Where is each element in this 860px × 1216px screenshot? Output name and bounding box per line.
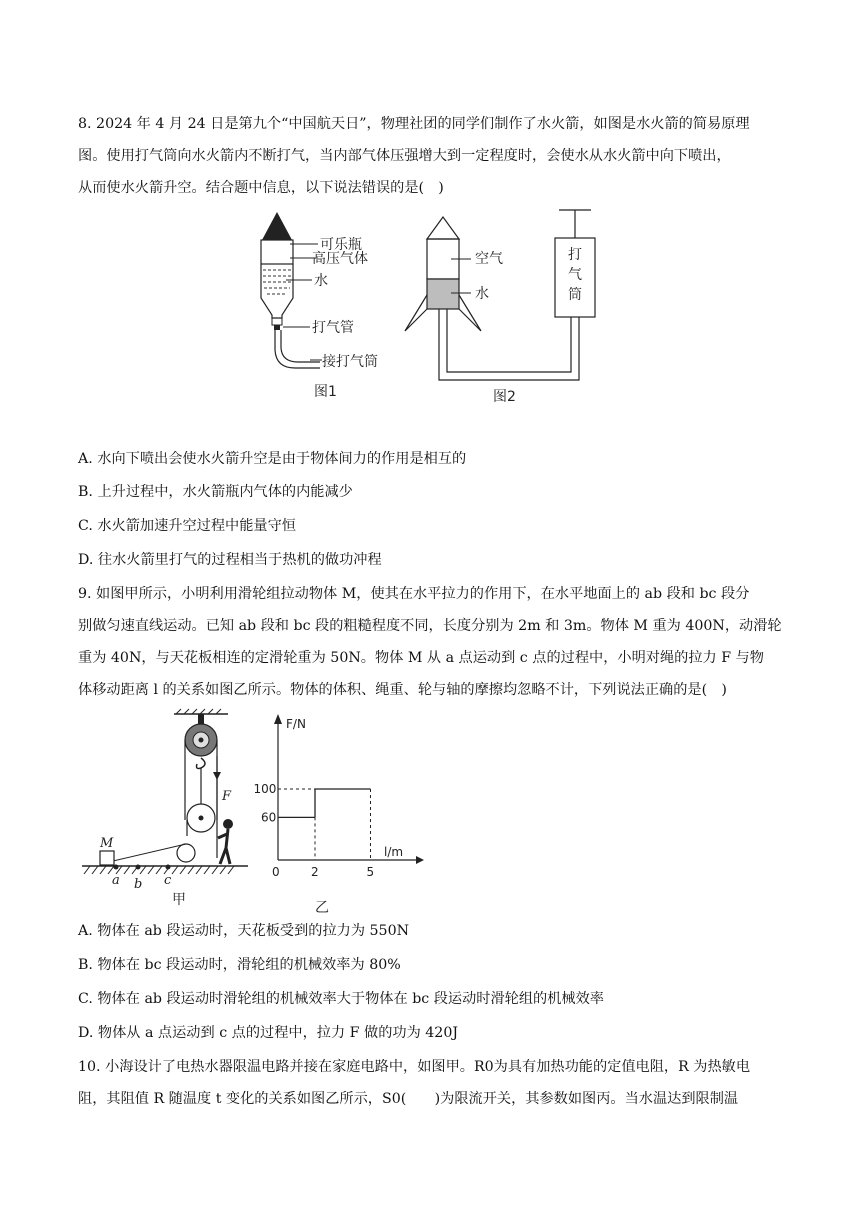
label-bottle: 可乐瓶 [320, 237, 362, 253]
q9-stem-line3: 重为 40N，与天花板相连的定滑轮重为 50N。物体 M 从 a 点运动到 c 点的过程中，小明对绳的拉力 F 与物 [78, 650, 764, 666]
q8-option-b: B. 上升过程中，水火箭瓶内气体的内能减少 [78, 484, 353, 500]
q9-chart-yi [253, 708, 428, 918]
q9-option-b: B. 物体在 bc 段运动时，滑轮组的机械效率为 80% [78, 957, 401, 973]
label-water: 水 [314, 273, 328, 289]
q8-figure-1 [250, 210, 400, 410]
x-tick-label-2: 2 [311, 865, 319, 879]
x-tick-label-5: 5 [366, 865, 375, 879]
pump-char-1: 打 [568, 247, 582, 263]
x-axis-label: l/m [384, 845, 404, 859]
y-axis-label: F/N [286, 717, 306, 731]
label-F: F [222, 789, 232, 804]
pump-char-2: 气 [568, 267, 582, 283]
label-connect-pump: 接打气筒 [322, 354, 378, 370]
q9-stem-line4: 体移动距离 l 的关系如图乙所示。物体的体积、绳重、轮与轴的摩擦均忽略不计，下列说法正确的是( ) [78, 682, 727, 698]
label-air: 空气 [475, 251, 503, 267]
q9-figure-jia [78, 708, 258, 908]
pump-char-3: 筒 [568, 287, 582, 303]
q8-stem-line1: 8. 2024 年 4 月 24 日是第九个“中国航天日”，物理社团的同学们制作了水火箭，如图是水火箭的简易原理 [78, 116, 750, 132]
q8-option-a: A. 水向下喷出会使水火箭升空是由于物体间力的作用是相互的 [78, 451, 467, 467]
label-pump-tube: 打气管 [312, 320, 354, 336]
label-a: a [112, 873, 120, 888]
figure-jia-caption: 甲 [172, 892, 186, 908]
rocket-cone-icon [262, 212, 292, 240]
label-b: b [134, 877, 143, 892]
label-water-2: 水 [475, 286, 489, 302]
q9-stem-line2: 别做匀速直线运动。已知 ab 段和 bc 段的粗糙程度不同，长度分别为 2m 和 3m。物体 M 重为 400N，动滑轮 [78, 618, 782, 634]
label-M: M [100, 836, 114, 851]
q8-stem-line2: 图。使用打气筒向水火箭内不断打气，当内部气体压强增大到一定程度时，会使水从水火箭中向下喷出， [78, 148, 731, 164]
y-tick-label-100: 100 [253, 782, 277, 796]
q9-option-d: D. 物体从 a 点运动到 c 点的过程中，拉力 F 做的功为 420J [78, 1025, 459, 1041]
q9-option-c: C. 物体在 ab 段运动时滑轮组的机械效率大于物体在 bc 段运动时滑轮组的机械效率 [78, 991, 604, 1007]
q9-option-a: A. 物体在 ab 段运动时，天花板受到的拉力为 550N [78, 923, 410, 939]
y-axis-arrow-icon [274, 714, 282, 724]
q9-stem-line1: 9. 如图甲所示，小明利用滑轮组拉动物体 M，使其在水平拉力的作用下，在水平地面上的 ab 段和 bc 段分 [78, 586, 750, 602]
figure-1-caption: 图1 [314, 384, 337, 400]
q10-stem-line1: 10. 小海设计了电热水器限温电路并接在家庭电路中，如图甲。R0为具有加热功能的定值电阻，R 为热敏电 [78, 1059, 751, 1075]
label-high-pressure-gas: 高压气体 [312, 251, 368, 267]
chart-caption: 乙 [315, 900, 329, 916]
y-tick-label-60: 60 [261, 810, 277, 825]
x-axis-arrow-icon [416, 856, 424, 864]
q10-stem-line2: 阻，其阻值 R 随温度 t 变化的关系如图乙所示，S0( )为限流开关，其参数如图丙。当水温达到限制温 [78, 1091, 739, 1107]
q8-figure-2 [395, 205, 615, 410]
x-tick-label-0: 0 [272, 865, 280, 879]
q8-option-d: D. 往水火箭里打气的过程相当于热机的做功冲程 [78, 552, 382, 568]
q8-option-c: C. 水火箭加速升空过程中能量守恒 [78, 518, 296, 534]
q8-stem-line3: 从而使水火箭升空。结合题中信息，以下说法错误的是( ) [78, 180, 444, 196]
figure-2-caption: 图2 [493, 389, 516, 405]
label-c: c [164, 873, 172, 888]
